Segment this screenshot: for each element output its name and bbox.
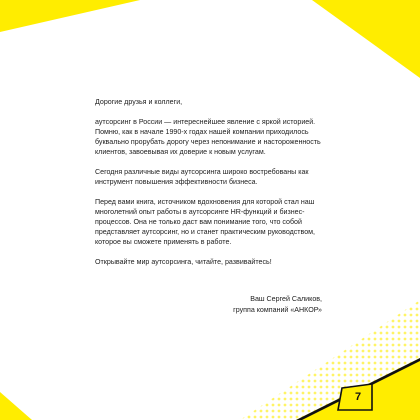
signature-company: группа компаний «АНКОР» [233, 306, 322, 314]
letter-paragraph: Перед вами книга, источником вдохновения для которой стал наш многолетний опыт работы в аутсорсинге HR-функций и бизнес-процессов. Она не только даст вам понимание того, что собой представляет аутсорсинг, но и станет практическим руководством, которое вы сможете применять в работе. [95, 198, 316, 246]
signature-name: Ваш Сергей Саликов, [250, 295, 322, 303]
letter-paragraph: Сегодня различные виды аутсорсинга широко востребованы как инструмент повышения эффективности бизнеса. [95, 168, 309, 186]
page-number: 7 [354, 391, 362, 403]
letter-body [95, 97, 321, 277]
letter-paragraph: Открывайте мир аутсорсинга, читайте, развивайтесь! [95, 258, 272, 266]
signature-block [233, 294, 322, 316]
letter-paragraph: аутсорсинг в России — интереснейшее явление с яркой историей. Помню, как в начале 1990-х годах нашей компании приходилось буквально прорубать дорогу через непонимание и настороженность клиентов, завоевывая их доверие к новым услугам. [95, 118, 321, 156]
letter-greeting: Дорогие друзья и коллеги, [95, 98, 183, 106]
